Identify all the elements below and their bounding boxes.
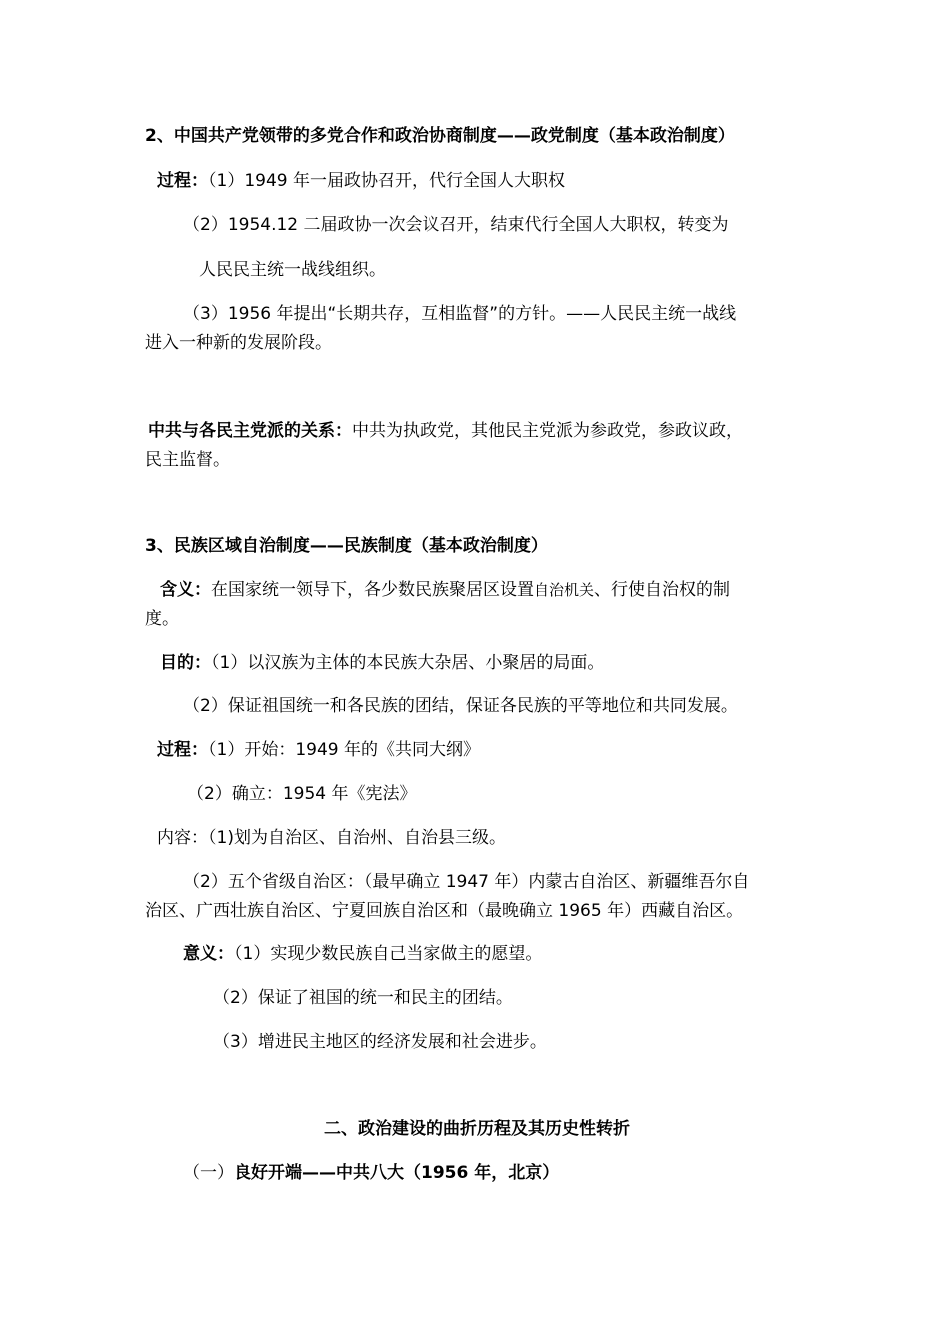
- content-line-1: 内容：（1)划为自治区、自治州、自治县三级。: [157, 828, 506, 848]
- section-3-process-2: （2）确立：1954 年《宪法》: [187, 784, 417, 804]
- section-3-heading: 3、民族区域自治制度——民族制度（基本政治制度）: [145, 536, 548, 556]
- section-2-process-1: [157, 169, 565, 193]
- relation-label: 中共与各民主党派的关系：: [148, 421, 352, 441]
- meaning-text-2: 、行使自治权的制: [594, 580, 731, 600]
- section-2-process-3b: 进入一种新的发展阶段。: [145, 333, 332, 353]
- purpose-item-1: （1）以汉族为主体的本民族大杂居、小聚居的局面。: [211, 653, 605, 673]
- meaning-line-2: 度。: [145, 609, 179, 629]
- significance-label: 意义：: [183, 944, 234, 964]
- section-2-process-2a: （2）1954.12 二届政协一次会议召开，结束代行全国人大职权，转变为: [183, 215, 729, 235]
- meaning-term: 自治机关: [534, 581, 595, 599]
- meaning-label: 含义：: [160, 580, 211, 600]
- purpose-line-1: [160, 651, 604, 675]
- subsection-title: 良好开端——中共八大（1956 年，北京）: [234, 1163, 560, 1183]
- party-relation-line-2: 民主监督。: [145, 450, 230, 470]
- purpose-label: 目的：: [160, 653, 211, 673]
- subsection-1-heading: [183, 1161, 559, 1185]
- content-line-2: （2）五个省级自治区：（最早确立 1947 年）内蒙古自治区、新疆维吾尔自: [183, 872, 750, 892]
- relation-text: 中共为执政党，其他民主党派为参政党，参政议政，: [352, 421, 743, 441]
- party-relation-line: [148, 419, 743, 443]
- meaning-text: 在国家统一领导下，各少数民族聚居区设置: [211, 580, 534, 600]
- subsection-prefix: （一）: [183, 1163, 234, 1183]
- process-label: 过程：: [157, 171, 208, 191]
- content-line-3: 治区、广西壮族自治区、宁夏回族自治区和（最晚确立 1965 年）西藏自治区。: [145, 901, 744, 921]
- section-2-heading: 2、中国共产党领带的多党合作和政治协商制度——政党制度（基本政治制度）: [145, 126, 735, 146]
- process-item-1: （1）1949 年一届政协召开，代行全国人大职权: [208, 171, 565, 191]
- process-label-3: 过程：: [157, 740, 208, 760]
- significance-item-1: （1）实现少数民族自己当家做主的愿望。: [234, 944, 543, 964]
- part-2-title: 二、政治建设的曲折历程及其历史性转折: [324, 1119, 630, 1139]
- section-3-process-1: [157, 738, 480, 762]
- significance-line-3: （3）增进民主地区的经济发展和社会进步。: [213, 1032, 547, 1052]
- purpose-line-2: （2）保证祖国统一和各民族的团结，保证各民族的平等地位和共同发展。: [183, 696, 738, 716]
- section-2-process-2b: 人民民主统一战线组织。: [199, 260, 386, 280]
- section-2-process-3a: （3）1956 年提出“长期共存，互相监督”的方针。——人民民主统一战线: [183, 304, 737, 324]
- meaning-line: [160, 578, 730, 602]
- process-item-1-3: （1）开始：1949 年的《共同大纲》: [208, 740, 480, 760]
- significance-line-1: [183, 942, 542, 966]
- significance-line-2: （2）保证了祖国的统一和民主的团结。: [213, 988, 513, 1008]
